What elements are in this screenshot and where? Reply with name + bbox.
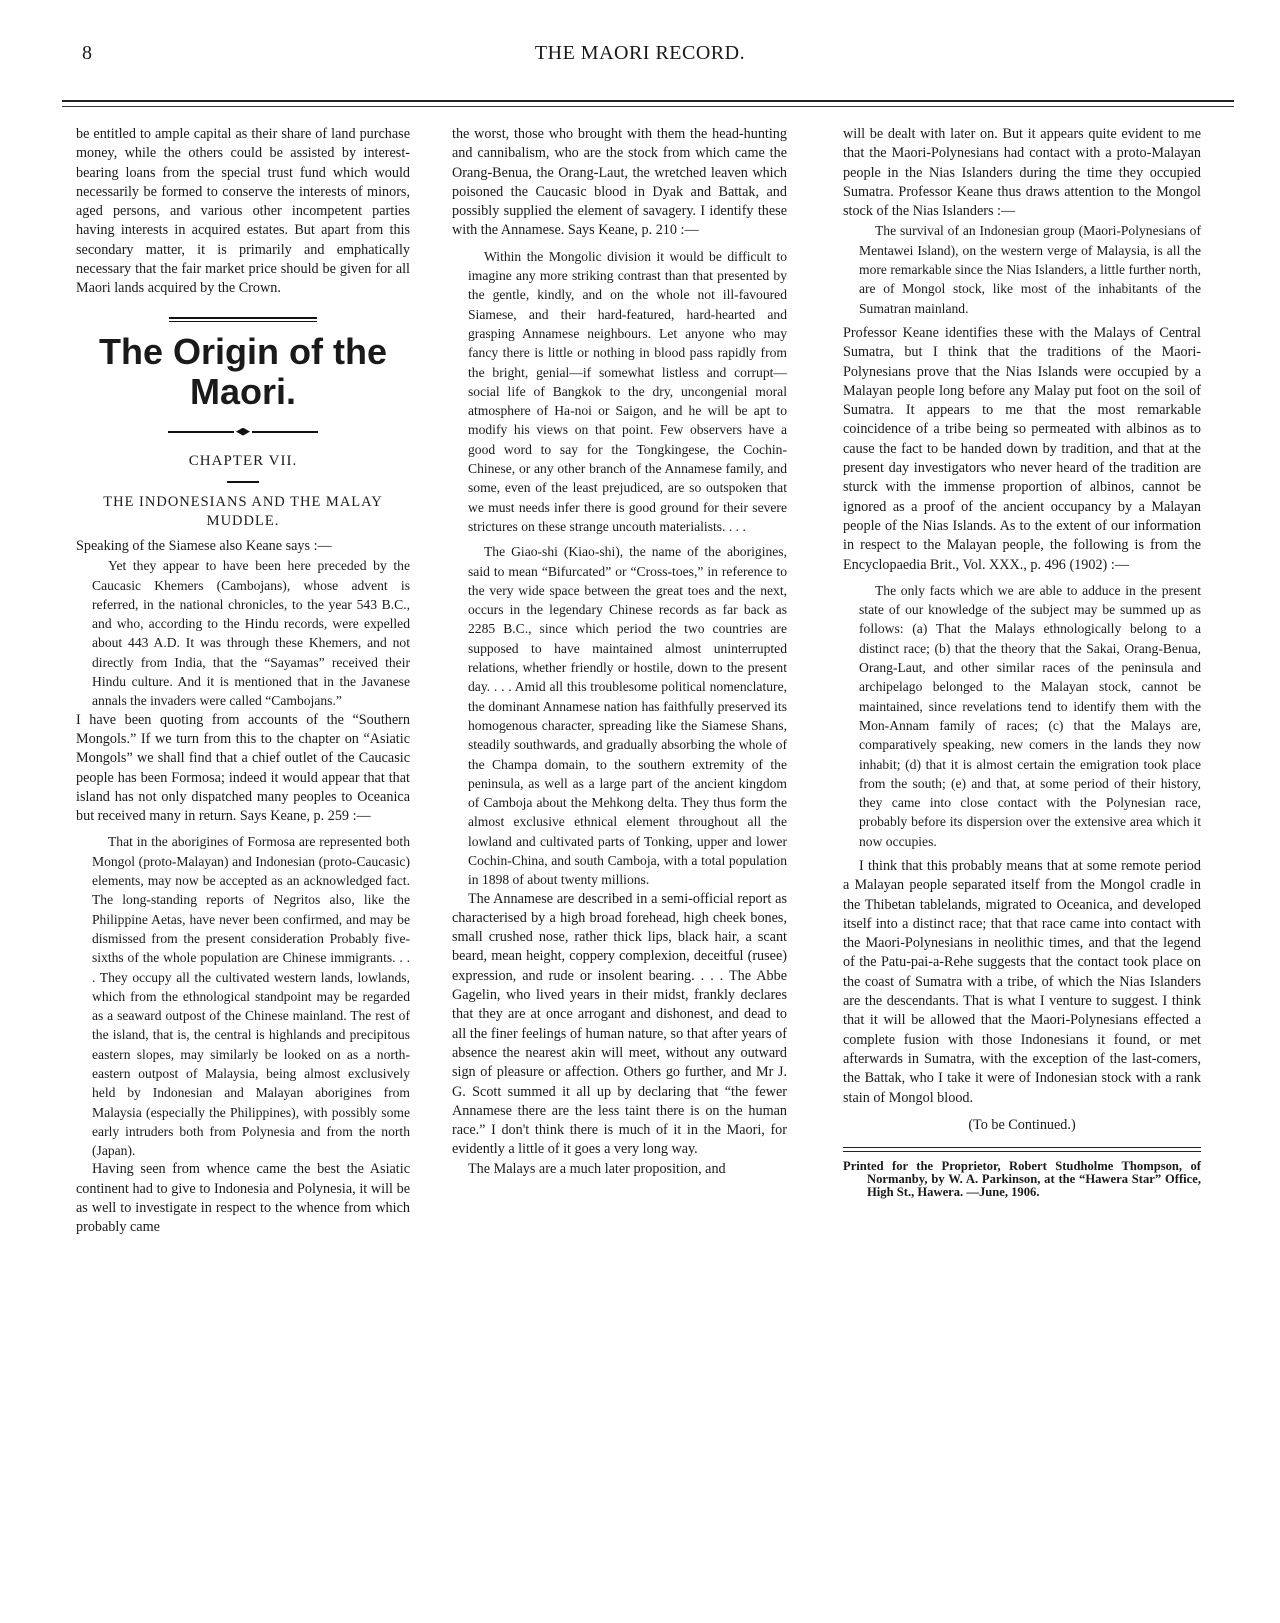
ornament-divider-icon	[168, 428, 318, 436]
header-double-rule	[62, 100, 1234, 107]
paragraph: The Malays are a much later proposition, and	[468, 1160, 726, 1177]
block-quote: The only facts which we are able to adduce in the present state of our knowledge of the subject may be summed up as follows: (a) That the Malays ethnologically belong to a distinct race; (b) that the theory that the Sakai, Orang-Benua, Orang-Laut, and other similar races of the peninsula and archipelago belonged to the Malayan stock, cannot be maintained, since revelations tend to identify them with the Mon-Annam family of races; (c) that the Malays are, comparatively speaking, new comers in the lands they now inhabit; (d) that it is almost certain the emigration took place from the south; (e) and that, at some period of their history, they came into close contact with the Polynesian race, probably before its dispersion over the extensive area which it now occupies.	[859, 582, 1201, 849]
paragraph: the worst, those who brought with them the head-hunting and cannibalism, who are the stock from which came the Orang-Benua, the Orang-Laut, the wretched leaven which poisoned the Caucasic blood in Dyak and Battak, and possibly supplied the element of savagery. I identify these with the Annamese. Says Keane, p. 210 :—	[452, 126, 787, 239]
paragraph: I have been quoting from accounts of the “Southern Mongols.” If we turn from this to the chapter on “Asiatic Mongols” we shall find that a chief outlet of the Caucasic people has been Formosa; indeed it would appear that that island has not only dispatched many peoples to Oceanica but received many in return. Says Keane, p. 259 :—	[76, 711, 410, 825]
block-quote: That in the aborigines of Formosa are represented both Mongol (proto-Malayan) and Indonesian (proto-Caucasic) elements, may now be accepted as an acknowledged fact. The long-standing reports of Negritos also, like the Philippine Aetas, have never been confirmed, and may be dismissed from the present consideration Probably five-sixths of the whole population are Chinese immigrants. . . . They occupy all the cultivated western lands, lowlands, which from the ethnological standpoint may be regarded as a seaward outpost of the Chinese mainland. The rest of the island, that is, the central is highlands and precipitous eastern slopes, may similarly be looked on as a north-eastern outpost of Malaysia, being almost exclusively held by Indonesian and Malayan aborigines from Malaysia (especially the Philippines), with possibly some early intruders both from Polynesia and from the north (Japan).	[92, 834, 410, 1159]
chapter-heading: CHAPTER VII.	[188, 452, 298, 469]
column-3	[843, 125, 1201, 1199]
article-title: The Origin of the Maori.	[99, 330, 387, 412]
block-quote: Yet they appear to have been here preceded by the Caucasic Khemers (Cambojans), whose advent is referred, in the national chronicles, to the year 543 B.C., and who, according to the Hindu records, were expelled about 443 A.D. It was through these Khemers, and not directly from India, that the “Sayamas” received their Hindu culture. And it is mentioned that in the Javanese annals the invaders were called “Cambojans.”	[92, 558, 410, 709]
chapter-rule	[227, 481, 259, 483]
block-quote: Within the Mongolic division it would be difficult to imagine any more striking contrast than that presented by the gentle, kindly, and on the whole not ill-favoured Siamese, and their hard-featured, hard-hearted and grasping Annamese neighbours. Let anyone who may fancy there is little or nothing in blood pass rapidly from the bright, genial—if somewhat listless and corrupt—social life of Bangkok to the dry, uncongenial moral atmosphere of Ha-noi or Saigon, and he will be apt to modify his views on that point. Few observers have a good word to say for the Tongkingese, the Cochin-Chinese, or any other branch of the Annamese family, and some, even of the least prejudiced, are so outspoken that we must needs infer there is good ground for their severe strictures on these strange uncouth materialists. . . .	[468, 248, 787, 534]
footer-double-rule	[843, 1147, 1201, 1152]
paragraph: I think that this probably means that at some remote period a Malayan people separated itself from the Mongol cradle in the Thibetan tablelands, migrated to Oceanica, and developed itself into a distinct race; that that race came into contact with the Maori-Polynesians in neolithic times, and that the legend of the Patu-pai-a-Rehe suggests that the contact took place on the coast of Sumatra with a tribe, of which the Nias Islanders are the descendants. That is what I venture to suggest. I think that it will be allowed that the Maori-Polynesians effected a complete fusion with those Indonesians it found, or met afterwards in Sumatra, with the exception of the last-comers, the Battak, who I take it were of Indonesian stock with a rank stain of Mongol blood.	[843, 857, 1201, 1106]
publication-title: THE MAORI RECORD.	[534, 42, 746, 64]
paragraph: Professor Keane identifies these with the Malays of Central Sumatra, but I think that the traditions of the Maori-Polynesians prove that the Nias Islands were occupied by a Malayan people long before any Malay put foot on the soil of Sumatra. It appears to me that the most remarkable coincidence of a tribe being so permeated with albinos as to cause the fact to be handed down by tradition, and that at the present day investigators who never heard of the tradition are sturck with the immense proportion of albinos, cannot be ignored as a proof of the ancient occupancy by a Malayan people of the Nias Islands. As to the extent of our information in respect to the Malayan people, the following is from the Encyclopaedia Brit., Vol. XXX., p. 496 (1902) :—	[843, 324, 1201, 573]
paragraph: Speaking of the Siamese also Keane says :—	[76, 537, 332, 554]
to-be-continued: (To be Continued.)	[968, 1116, 1076, 1133]
paragraph: The Annamese are described in a semi-official report as characterised by a high broad forehead, high cheek bones, small crushed nose, rather thick lips, black hair, a scant beard, mean height, coppery complexion, deceitful (rusee) expression, and rude or insolent bearing. . . . The Abbe Gagelin, who lived years in their midst, frankly declares that they are at once arrogant and dishonest, and dead to all the finer feelings of human nature, so that after years of absence the nearest akin will meet, without any outward sign of pleasure or affection. Others go further, and Mr J. G. Scott summed it all up by declaring that “the fewer Annamese there are the less taint there is on the human race.” I don't think there is much of it in the Maori, for evidently a little of it goes a very long way.	[452, 890, 787, 1158]
ornament-line-left	[168, 431, 234, 433]
title-top-rule	[169, 317, 317, 322]
ornament-line-right	[252, 431, 318, 433]
column-1	[76, 125, 410, 1238]
block-quote: The Giao-shi (Kiao-shi), the name of the aborigines, said to mean “Bifurcated” or “Cross-toes,” in reference to the very wide space between the great toes and the next, occurs in the legendary Chinese records as far back as 2285 B.C., since which period the two countries are supposed to have maintained almost uninterrupted relations, whether friendly or hostile, down to the present day. . . . Amid all this troublesome political nomenclature, the dominant Annamese nation has faithfully preserved its homogenous character, spreading like the Siamese Shans, steadily southwards, and gradually absorbing the whole of the Champa domain, to the southern extremity of the peninsula, as well as a large part of the ancient kingdom of Camboja about the Mehkong delta. They thus form the almost exclusive ethnical element throughout all the lowland and cultivated parts of Tonking, upper and lower Cochin-China, and south Camboja, with a total population in 1898 of about twenty millions.	[468, 544, 787, 888]
section-subtitle: THE INDONESIANS AND THE MALAY MUDDLE.	[103, 493, 383, 529]
page-number: 8	[82, 42, 92, 64]
diamond-icon	[236, 428, 250, 436]
block-quote: The survival of an Indonesian group (Maori-Polynesians of Mentawei Island), on the western verge of Malaysia, is all the more remarkable since the Nias Islanders, a little further north, are of Mongol stock, like most of the inhabitants of the Sumatran mainland.	[859, 223, 1201, 316]
paragraph: Having seen from whence came the best the Asiatic continent had to give to Indonesia and Polynesia, it will be as well to investigate in respect to the whence from which probably came	[76, 1161, 410, 1236]
printer-imprint: Printed for the Proprietor, Robert Studholme Thompson, of Normanby, by W. A. Parkinson, at the “Hawera Star” Office, High St., Hawera. —June, 1906.	[843, 1159, 1201, 1200]
column-2	[452, 125, 787, 1179]
continuation-paragraph: be entitled to ample capital as their share of land purchase money, while the others could be assisted by interest-bearing loans from the special trust fund which would necessarily be formed to conserve the interests of minors, aged persons, and various other incompetent parties having interests in acquired estates. But apart from this secondary matter, it is primarily and emphatically necessary that the fair market price should be given for all Maori lands acquired by the Crown.	[76, 126, 410, 297]
paragraph: will be dealt with later on. But it appears quite evident to me that the Maori-Polynesians had contact with a proto-Malayan people in the Nias Islanders during the time they occupied Sumatra. Professor Keane thus draws attention to the Mongol stock of the Nias Islanders :—	[843, 126, 1201, 220]
